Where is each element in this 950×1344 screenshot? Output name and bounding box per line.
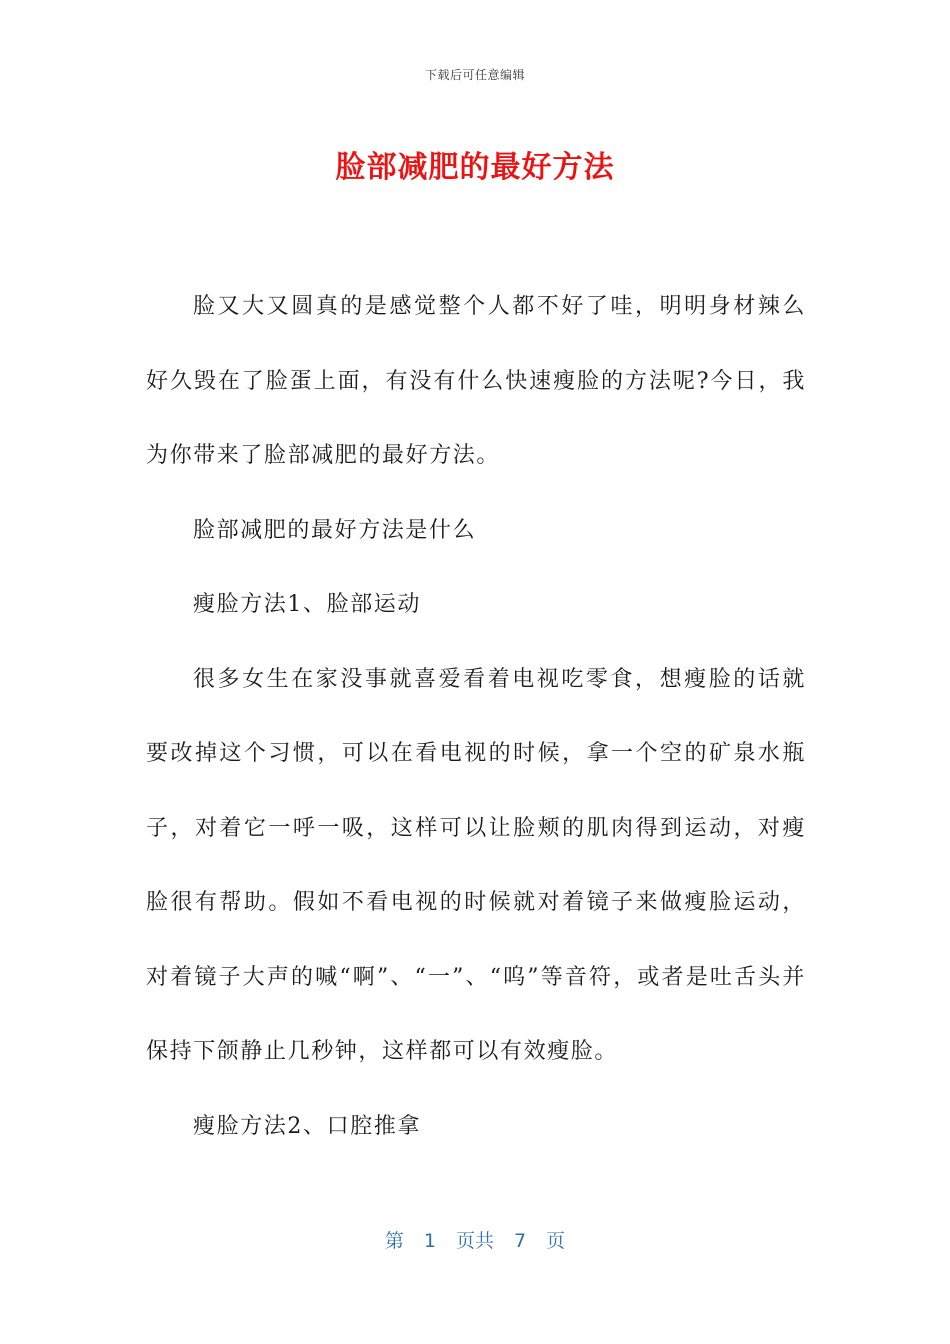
- header-note: 下载后可任意编辑: [424, 68, 525, 82]
- document-body: [146, 270, 806, 1164]
- footer-middle: 页共: [455, 1230, 494, 1252]
- footer-current-page: 1: [423, 1230, 436, 1252]
- footer-suffix: 页: [546, 1230, 566, 1252]
- paragraph-method-2-heading: 瘦脸方法2、口腔推拿: [193, 1113, 421, 1139]
- footer-total-pages: 7: [514, 1230, 527, 1252]
- page-footer: [0, 1226, 950, 1253]
- paragraph-intro: 脸又大又圆真的是感觉整个人都不好了哇，明明身材辣么好久毁在了脸蛋上面，有没有什么快速瘦脸的方法呢?今日，我为你带来了脸部减肥的最好方法。: [146, 294, 806, 468]
- footer-prefix: 第: [384, 1230, 404, 1252]
- paragraph-method-1-body: 很多女生在家没事就喜爱看着电视吃零食，想瘦脸的话就要改掉这个习惯，可以在看电视的时候，拿一个空的矿泉水瓶子，对着它一呼一吸，这样可以让脸颊的肌肉得到运动，对瘦脸很有帮助。假如不看电视的时候就对着镜子来做瘦脸运动，对着镜子大声的喊“啊”、“一”、“呜”等音符，或者是吐舌头并保持下颌静止几秒钟，这样都可以有效瘦脸。: [146, 666, 806, 1064]
- paragraph-subheading: 脸部减肥的最好方法是什么: [193, 517, 477, 543]
- document-title: 脸部减肥的最好方法: [335, 150, 615, 185]
- paragraph-method-1-heading: 瘦脸方法1、脸部运动: [193, 592, 421, 617]
